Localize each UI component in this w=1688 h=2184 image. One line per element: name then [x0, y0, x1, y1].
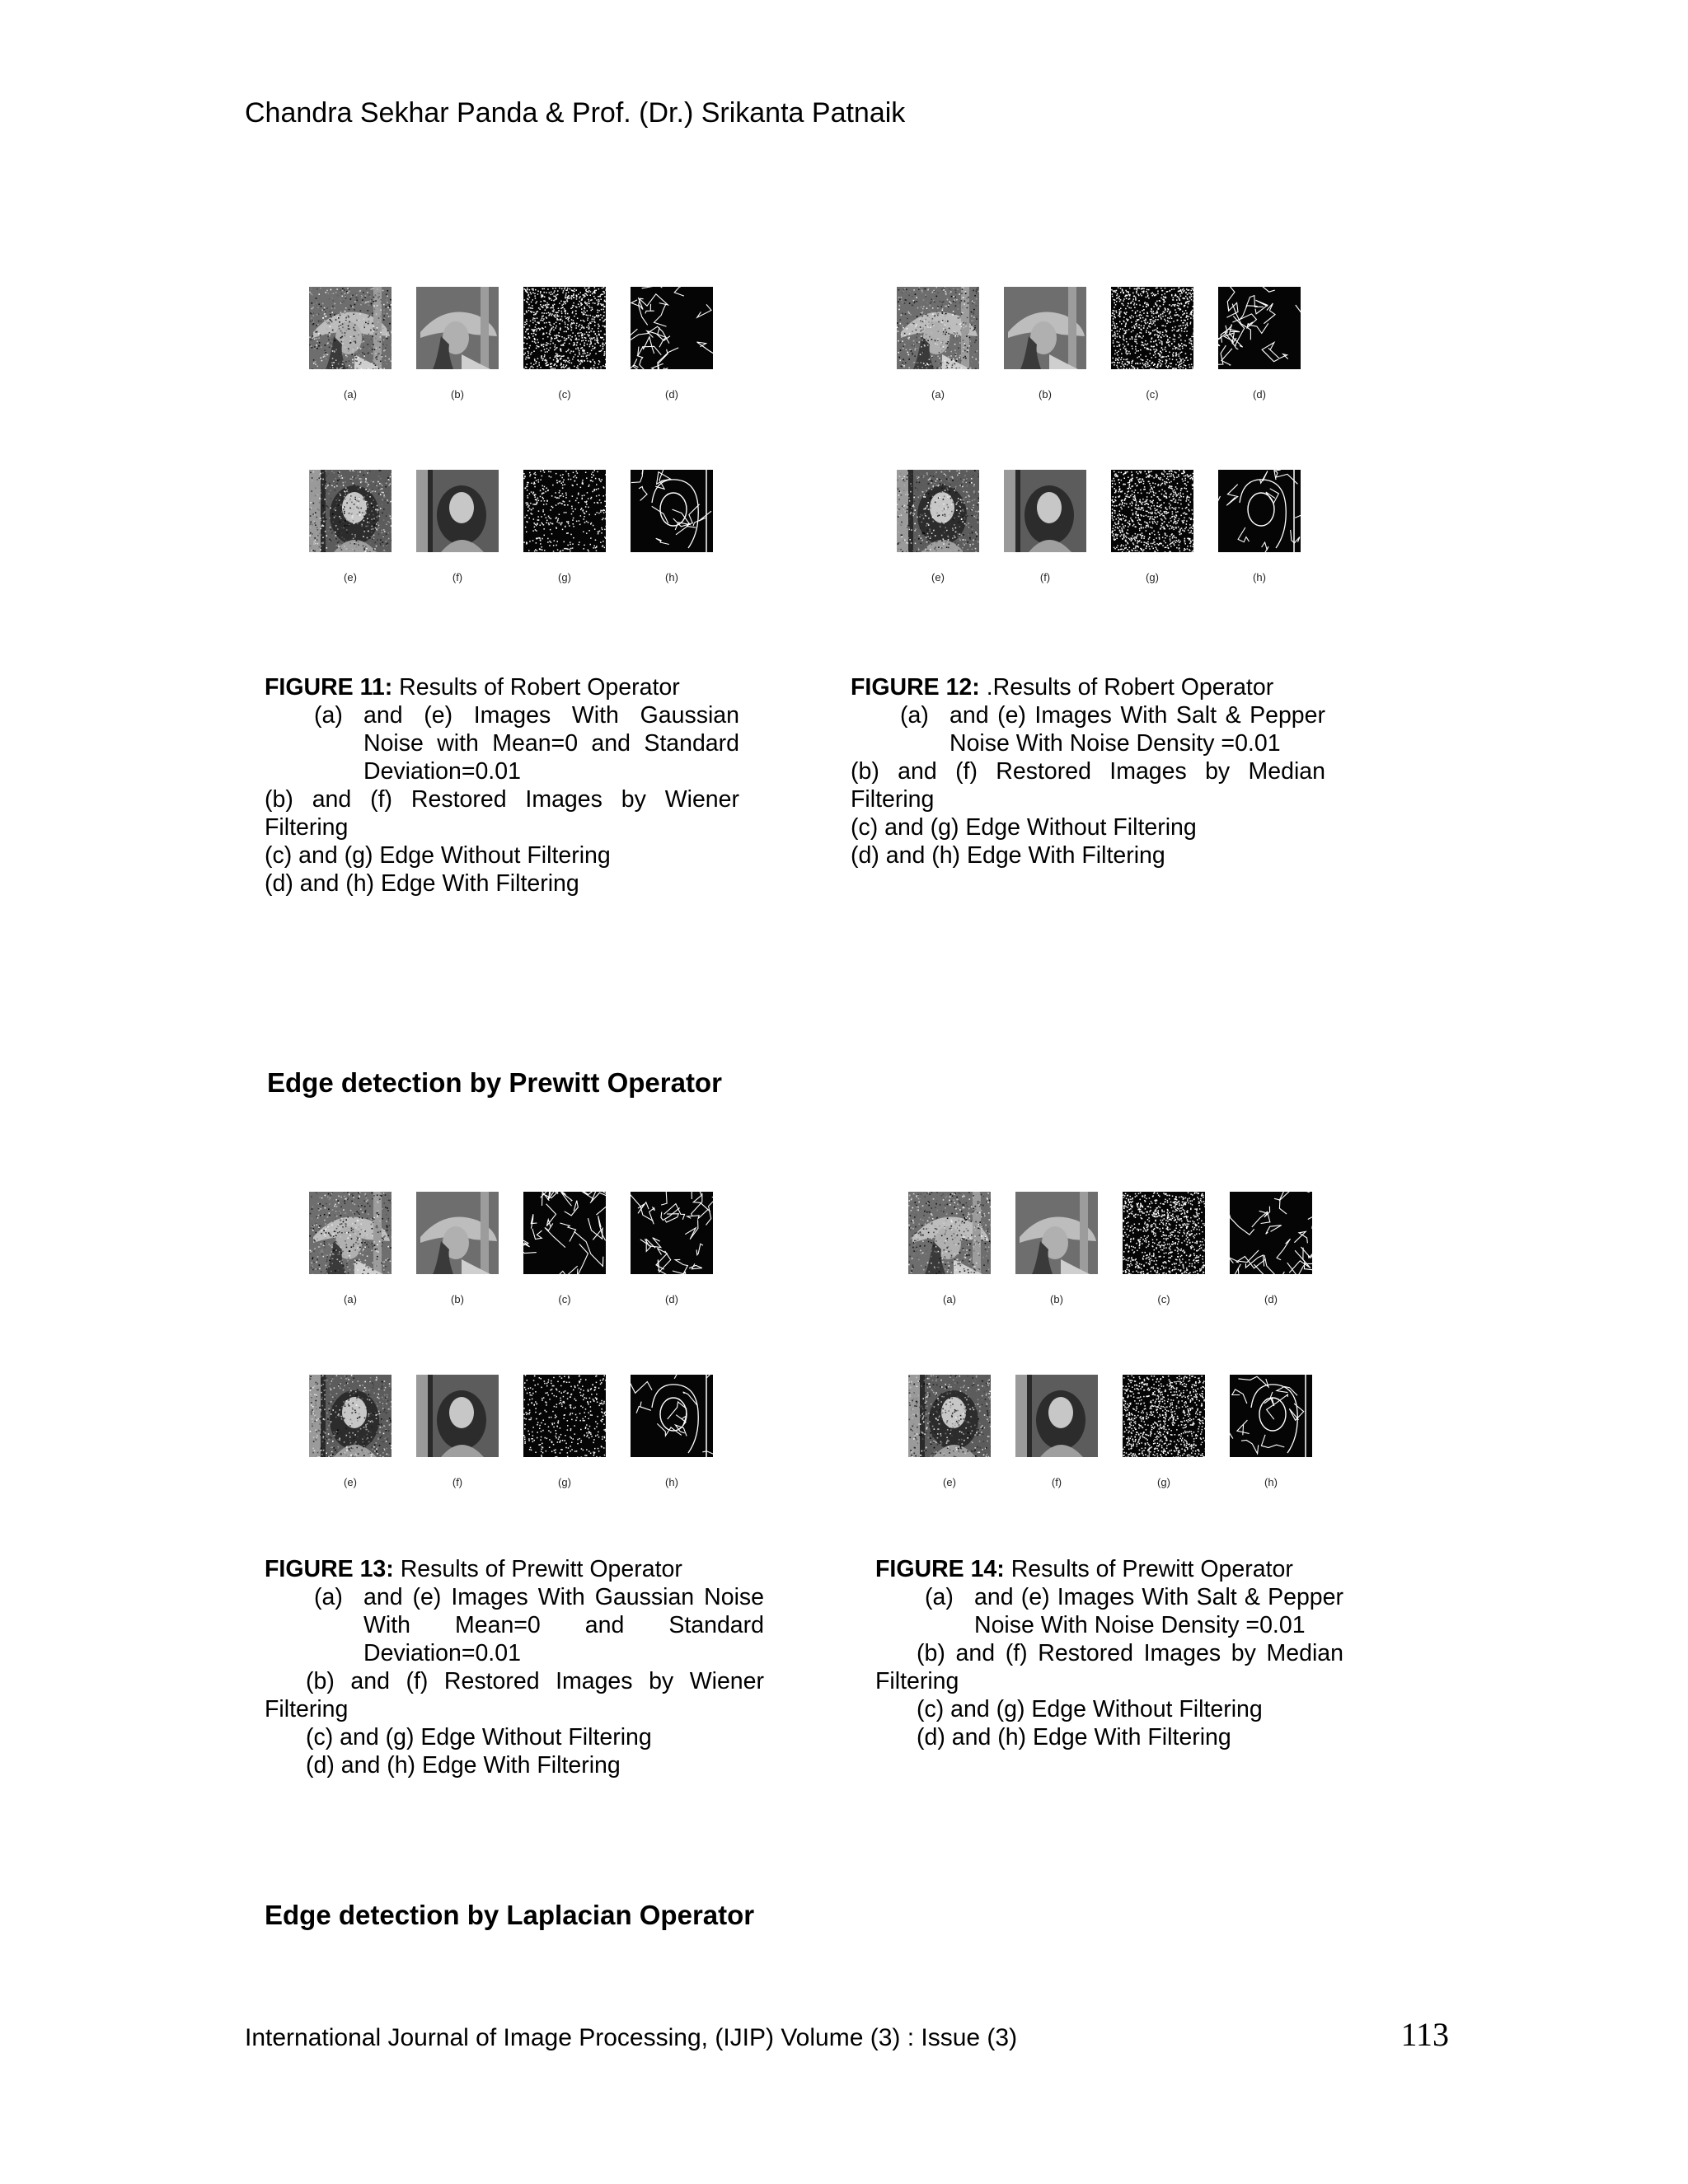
edge-without-filtering-image [523, 1192, 606, 1274]
caption-title-text: Results of Robert Operator [392, 674, 680, 701]
portrait-wiener-restored-image [416, 470, 499, 552]
edge-with-filtering-thumbnail [1230, 1192, 1312, 1274]
subfigure-label: (f) [1051, 1476, 1062, 1488]
portrait-saltpepper-noisy-thumbnail [908, 1375, 991, 1457]
edge-without-filtering-image [1111, 287, 1193, 369]
caption-item-c: (c) and (g) Edge Without Filtering [265, 842, 611, 869]
portrait-wiener-restored-image [416, 1375, 499, 1457]
caption-item-a [265, 701, 739, 785]
portrait-median-restored-thumbnail [1004, 470, 1086, 552]
figure-11-caption [265, 673, 739, 898]
subfigure-label: (a) [943, 1293, 956, 1305]
hat-woman-gaussian-noisy-thumbnail [309, 287, 392, 369]
caption-item-b: (b) and (f) Restored Images by Median Filtering [875, 1640, 1343, 1694]
caption-item-d: (d) and (h) Edge With Filtering [917, 1724, 1231, 1750]
caption-item-b: (b) and (f) Restored Images by Median Filtering [851, 758, 1325, 813]
subfigure-label: (f) [452, 1476, 463, 1488]
edge-with-filtering-image [631, 470, 713, 552]
edge-without-filtering-thumbnail [523, 287, 606, 369]
caption-label: FIGURE 11: [265, 674, 393, 701]
hat-woman-saltpepper-noisy-thumbnail [897, 287, 979, 369]
subfigure-label: (d) [665, 1293, 678, 1305]
subfigure-label: (g) [558, 1476, 571, 1488]
running-footer-journal: International Journal of Image Processing, (IJIP) Volume (3) : Issue (3) [245, 2024, 1018, 2051]
edge-without-filtering-thumbnail [523, 470, 606, 552]
edge-with-filtering-thumbnail [1218, 287, 1301, 369]
caption-item-text: and (e) Images With Gaussian Noise With Mean=0 and Standard Deviation=0.01 [363, 1584, 764, 1666]
subfigure-label: (a) [344, 1293, 357, 1305]
caption-title [875, 1555, 1343, 1583]
caption-item-d: (d) and (h) Edge With Filtering [851, 842, 1165, 869]
portrait-median-restored-image [1015, 1375, 1098, 1457]
portrait-median-restored-thumbnail [1015, 1375, 1098, 1457]
edge-without-filtering-thumbnail [1111, 470, 1193, 552]
caption-item-c: (c) and (g) Edge Without Filtering [306, 1724, 652, 1750]
subfigure-label: (h) [665, 1476, 678, 1488]
edge-without-filtering-image [523, 287, 606, 369]
hat-woman-gaussian-noisy-image [309, 287, 392, 369]
hat-woman-median-restored-thumbnail [1015, 1192, 1098, 1274]
caption-item-text: and (e) Images With Gaussian Noise with Mean=0 and Standard Deviation=0.01 [363, 702, 739, 785]
caption-item-text: and (e) Images With Salt & Pepper Noise With Noise Density =0.01 [974, 1584, 1343, 1638]
hat-woman-saltpepper-noisy-image [897, 287, 979, 369]
hat-woman-median-restored-image [1004, 287, 1086, 369]
caption-item-a [875, 1583, 1343, 1639]
subfigure-label: (e) [344, 571, 357, 583]
figure-13-caption [265, 1555, 764, 1779]
edge-with-filtering-image [631, 287, 713, 369]
hat-woman-wiener-restored-thumbnail [416, 287, 499, 369]
edge-without-filtering-thumbnail [1111, 287, 1193, 369]
hat-woman-gaussian-noisy-thumbnail [309, 1192, 392, 1274]
subfigure-label: (a) [344, 388, 357, 401]
subfigure-label: (h) [1253, 571, 1266, 583]
edge-with-filtering-image [1218, 470, 1301, 552]
edge-without-filtering-thumbnail [523, 1192, 606, 1274]
edge-with-filtering-image [631, 1192, 713, 1274]
subfigure-label: (a) [931, 388, 945, 401]
portrait-saltpepper-noisy-image [908, 1375, 991, 1457]
caption-item-number: (a) [925, 1584, 954, 1610]
subfigure-label: (c) [1157, 1293, 1170, 1305]
caption-item-number: (a) [314, 1584, 343, 1610]
caption-item-number: (a) [900, 702, 929, 729]
edge-with-filtering-thumbnail [631, 1375, 713, 1457]
caption-item-text: and (e) Images With Salt & Pepper Noise With Noise Density =0.01 [950, 702, 1325, 757]
subfigure-label: (f) [452, 571, 463, 583]
caption-item-number: (a) [314, 702, 343, 729]
section-heading-prewitt: Edge detection by Prewitt Operator [267, 1067, 722, 1098]
subfigure-label: (b) [451, 1293, 464, 1305]
caption-title-text: .Results of Robert Operator [979, 674, 1274, 701]
edge-without-filtering-thumbnail [523, 1375, 606, 1457]
portrait-gaussian-noisy-image [309, 1375, 392, 1457]
subfigure-label: (c) [558, 388, 571, 401]
hat-woman-gaussian-noisy-image [309, 1192, 392, 1274]
edge-with-filtering-thumbnail [631, 287, 713, 369]
edge-without-filtering-image [523, 470, 606, 552]
subfigure-label: (e) [931, 571, 945, 583]
portrait-wiener-restored-thumbnail [416, 470, 499, 552]
hat-woman-wiener-restored-image [416, 287, 499, 369]
caption-item-b: (b) and (f) Restored Images by Wiener Filtering [265, 1668, 764, 1722]
edge-with-filtering-image [1218, 287, 1301, 369]
edge-with-filtering-thumbnail [631, 470, 713, 552]
edge-with-filtering-image [1230, 1375, 1312, 1457]
edge-with-filtering-image [631, 1375, 713, 1457]
hat-woman-median-restored-thumbnail [1004, 287, 1086, 369]
subfigure-label: (d) [665, 388, 678, 401]
edge-without-filtering-thumbnail [1123, 1192, 1205, 1274]
caption-title [851, 673, 1325, 701]
subfigure-label: (b) [1039, 388, 1052, 401]
figure-12-caption [851, 673, 1325, 869]
caption-item-c: (c) and (g) Edge Without Filtering [917, 1696, 1263, 1722]
edge-with-filtering-thumbnail [631, 1192, 713, 1274]
hat-woman-wiener-restored-thumbnail [416, 1192, 499, 1274]
subfigure-label: (c) [558, 1293, 571, 1305]
subfigure-label: (e) [943, 1476, 956, 1488]
portrait-gaussian-noisy-image [309, 470, 392, 552]
subfigure-label: (h) [665, 571, 678, 583]
figure-14-caption [875, 1555, 1343, 1751]
caption-item-d: (d) and (h) Edge With Filtering [306, 1752, 621, 1779]
edge-without-filtering-image [1123, 1375, 1205, 1457]
caption-item-a [265, 1583, 764, 1667]
subfigure-label: (c) [1146, 388, 1159, 401]
running-header-authors: Chandra Sekhar Panda & Prof. (Dr.) Srikanta Patnaik [245, 97, 906, 129]
subfigure-label: (d) [1253, 388, 1266, 401]
caption-item-d: (d) and (h) Edge With Filtering [265, 870, 579, 897]
subfigure-label: (d) [1264, 1293, 1278, 1305]
subfigure-label: (g) [558, 571, 571, 583]
subfigure-label: (g) [1146, 571, 1159, 583]
caption-title-text: Results of Prewitt Operator [393, 1556, 682, 1582]
caption-item-b: (b) and (f) Restored Images by Wiener Filtering [265, 786, 739, 841]
caption-label: FIGURE 13: [265, 1556, 394, 1582]
subfigure-label: (e) [344, 1476, 357, 1488]
hat-woman-median-restored-image [1015, 1192, 1098, 1274]
caption-title [265, 1555, 764, 1583]
page-number: 113 [1400, 2016, 1449, 2053]
portrait-median-restored-image [1004, 470, 1086, 552]
caption-item-c: (c) and (g) Edge Without Filtering [851, 814, 1197, 841]
caption-title [265, 673, 739, 701]
subfigure-label: (b) [1050, 1293, 1063, 1305]
subfigure-label: (g) [1157, 1476, 1170, 1488]
portrait-wiener-restored-thumbnail [416, 1375, 499, 1457]
edge-with-filtering-image [1230, 1192, 1312, 1274]
hat-woman-wiener-restored-image [416, 1192, 499, 1274]
subfigure-label: (h) [1264, 1476, 1278, 1488]
hat-woman-saltpepper-noisy-image [908, 1192, 991, 1274]
edge-without-filtering-image [1123, 1192, 1205, 1274]
edge-without-filtering-image [523, 1375, 606, 1457]
edge-with-filtering-thumbnail [1230, 1375, 1312, 1457]
caption-label: FIGURE 14: [875, 1556, 1005, 1582]
hat-woman-saltpepper-noisy-thumbnail [908, 1192, 991, 1274]
edge-without-filtering-thumbnail [1123, 1375, 1205, 1457]
section-heading-laplacian: Edge detection by Laplacian Operator [265, 1900, 755, 1930]
portrait-gaussian-noisy-thumbnail [309, 1375, 392, 1457]
caption-label: FIGURE 12: [851, 674, 980, 701]
caption-title-text: Results of Prewitt Operator [1004, 1556, 1293, 1582]
caption-item-a [851, 701, 1325, 757]
subfigure-label: (b) [451, 388, 464, 401]
portrait-saltpepper-noisy-image [897, 470, 979, 552]
edge-with-filtering-thumbnail [1218, 470, 1301, 552]
portrait-gaussian-noisy-thumbnail [309, 470, 392, 552]
portrait-saltpepper-noisy-thumbnail [897, 470, 979, 552]
edge-without-filtering-image [1111, 470, 1193, 552]
subfigure-label: (f) [1039, 571, 1051, 583]
